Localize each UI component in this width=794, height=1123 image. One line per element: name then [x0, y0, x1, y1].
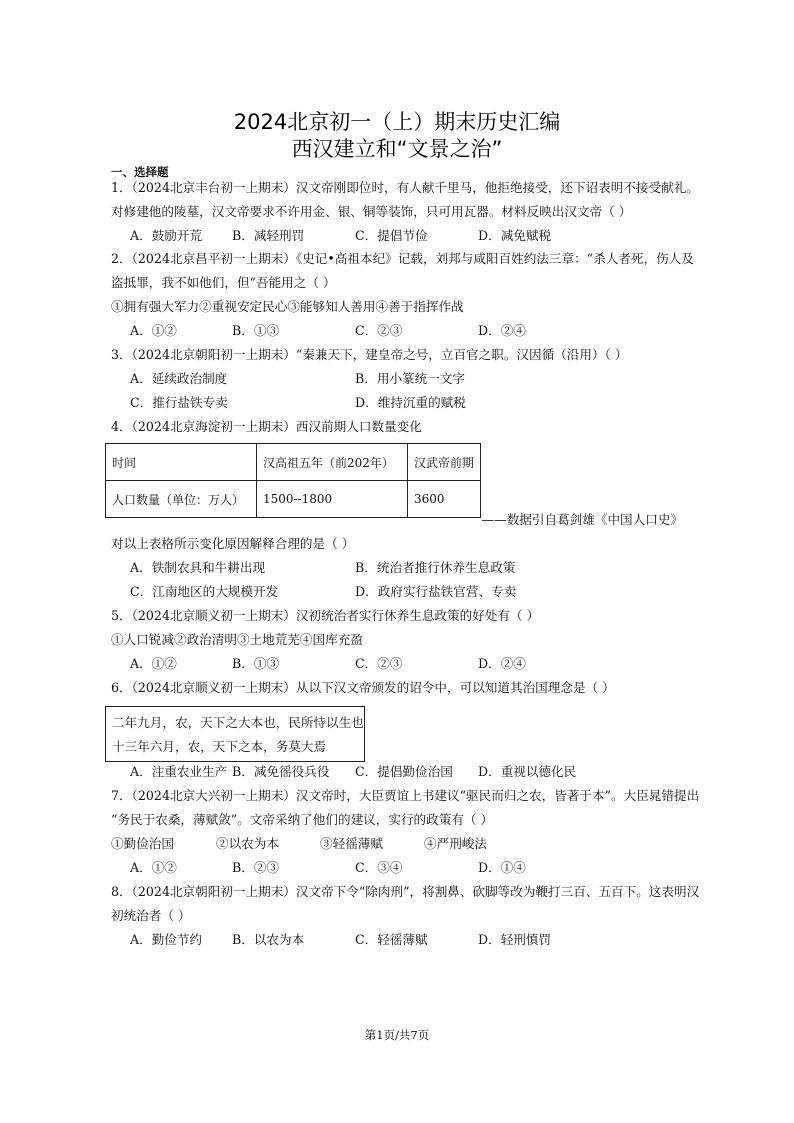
q1-line-2: 对修建他的陵墓，汉文帝要求不许用金、银、铜等装饰，只可用瓦器。材料反映出汉文帝（ ） [111, 204, 632, 219]
q2-line-3: ①拥有强大军力②重视安定民心③能够知人善用④善于指挥作战 [111, 299, 464, 314]
q6-option-c: C．提倡勤俭治国 [355, 764, 453, 779]
q2-option-a: A．①② [130, 323, 177, 338]
q7-option-c: C．③④ [355, 860, 403, 875]
edict-line-2: 十三年六月，农，天下之本，务莫大焉 [112, 739, 327, 754]
q3-option-a: A．延续政治制度 [130, 371, 228, 386]
population-table [105, 443, 481, 518]
q7-statement-2: ②以农为本 [216, 836, 279, 851]
q7-statement-1: ①勤俭治国 [111, 836, 174, 851]
q5-option-a: A．①② [130, 656, 177, 671]
q5-option-d: D．②④ [478, 656, 526, 671]
q4-line-2: 对以上表格所示变化原因解释合理的是（ ） [111, 536, 355, 551]
document-subtitle: 西汉建立和“文景之治” [291, 137, 503, 161]
q1-option-b: B．减轻刑罚 [232, 228, 305, 243]
q8-option-a: A．勤俭节约 [130, 932, 203, 947]
q8-option-b: B．以农为本 [232, 932, 305, 947]
q3-option-b: B．用小篆统一文字 [355, 371, 466, 386]
q5-option-c: C．②③ [355, 656, 403, 671]
q4-line-1: 4．（2024北京海淀初一上期末）西汉前期人口数量变化 [111, 419, 422, 434]
section-heading: 一、选择题 [111, 165, 169, 179]
q6-option-a: A．注重农业生产 [130, 764, 228, 779]
edict-box [105, 706, 365, 762]
q2-line-2: 盗抵罪，我不如他们，但“吾能用之（ ） [111, 275, 336, 290]
table-header-row [106, 444, 481, 481]
table-header-cell: 汉武帝前期 [408, 444, 481, 481]
q1-option-a: A．鼓励开荒 [130, 228, 203, 243]
edict-line-1: 二年九月，农，天下之大本也，民所恃以生也 [112, 715, 364, 730]
table-header-cell: 时间 [106, 444, 257, 481]
q4-option-c: C．江南地区的大规模开发 [130, 584, 279, 599]
q7-line-2: “务民于农桑，薄赋敛”。文帝采纳了他们的建议，实行的政策有（ ） [111, 812, 494, 827]
q8-option-c: C．轻徭薄赋 [355, 932, 428, 947]
q7-option-d: D．①④ [478, 860, 526, 875]
q6-line-1: 6．（2024北京顺义初一上期末）从以下汉文帝颁发的诏令中，可以知道其治国理念是（ ） [111, 680, 615, 695]
q5-line-2: ①人口锐减②政治清明③土地荒芜④国库充盈 [111, 632, 363, 647]
q2-option-b: B．①③ [232, 323, 280, 338]
q8-line-2: 初统治者（ ） [111, 908, 191, 923]
q4-option-d: D．政府实行盐铁官营、专卖 [355, 584, 517, 599]
table-cell: 人口数量（单位：万人） [106, 481, 257, 518]
q2-line-1: 2．（2024北京昌平初一上期末）《史记•高祖本纪》记载，刘邦与咸阳百姓约法三章：“杀人者死，伤人及 [111, 251, 694, 266]
q8-line-1: 8．（2024北京朝阳初一上期末）汉文帝下令“除肉刑”，将割鼻、砍脚等改为鞭打三百、五百下。这表明汉 [111, 884, 700, 899]
q7-option-a: A．①② [130, 860, 177, 875]
q3-line-1: 3．（2024北京朝阳初一上期末）“秦兼天下，建皇帝之号，立百官之职。汉因循（沿用）（ ） [111, 347, 628, 362]
q2-option-d: D．②④ [478, 323, 526, 338]
q5-option-b: B．①③ [232, 656, 280, 671]
q4-option-a: A．铁制农具和牛耕出现 [130, 560, 266, 575]
table-source-note: ——数据引自葛剑雄《中国人口史》 [481, 512, 683, 527]
table-header-cell: 汉高祖五年（前202年） [257, 444, 408, 481]
q2-option-c: C．②③ [355, 323, 403, 338]
table-cell: 1500--1800 [257, 481, 408, 518]
q4-option-b: B．统治者推行休养生息政策 [355, 560, 516, 575]
q3-option-c: C．推行盐铁专卖 [130, 395, 228, 410]
q7-statement-4: ④严刑峻法 [424, 836, 487, 851]
q1-option-d: D．减免赋税 [478, 228, 552, 243]
q3-option-d: D．维持沉重的赋税 [355, 395, 466, 410]
page-number: 第1页/共7页 [364, 1028, 430, 1042]
q1-option-c: C．提倡节俭 [355, 228, 428, 243]
q8-option-d: D．轻刑慎罚 [478, 932, 552, 947]
document-title: 2024北京初一（上）期末历史汇编 [233, 110, 561, 134]
table-cell: 3600 [408, 481, 481, 518]
q6-option-b: B．减免徭役兵役 [232, 764, 330, 779]
q5-line-1: 5．（2024北京顺义初一上期末）汉初统治者实行休养生息政策的好处有（ ） [111, 608, 540, 623]
q7-statement-3: ③轻徭薄赋 [320, 836, 383, 851]
table-row [106, 481, 481, 518]
q6-option-d: D．重视以德化民 [478, 764, 577, 779]
q7-line-1: 7．（2024北京大兴初一上期末）汉文帝时，大臣贾谊上书建议“驱民而归之农，皆著于本”。大臣晁错提出 [111, 788, 700, 803]
q7-option-b: B．②③ [232, 860, 280, 875]
q1-line-1: 1．（2024北京丰台初一上期末）汉文帝刚即位时，有人献千里马，他拒绝接受，还下诏表明不接受献礼。 [111, 180, 699, 195]
